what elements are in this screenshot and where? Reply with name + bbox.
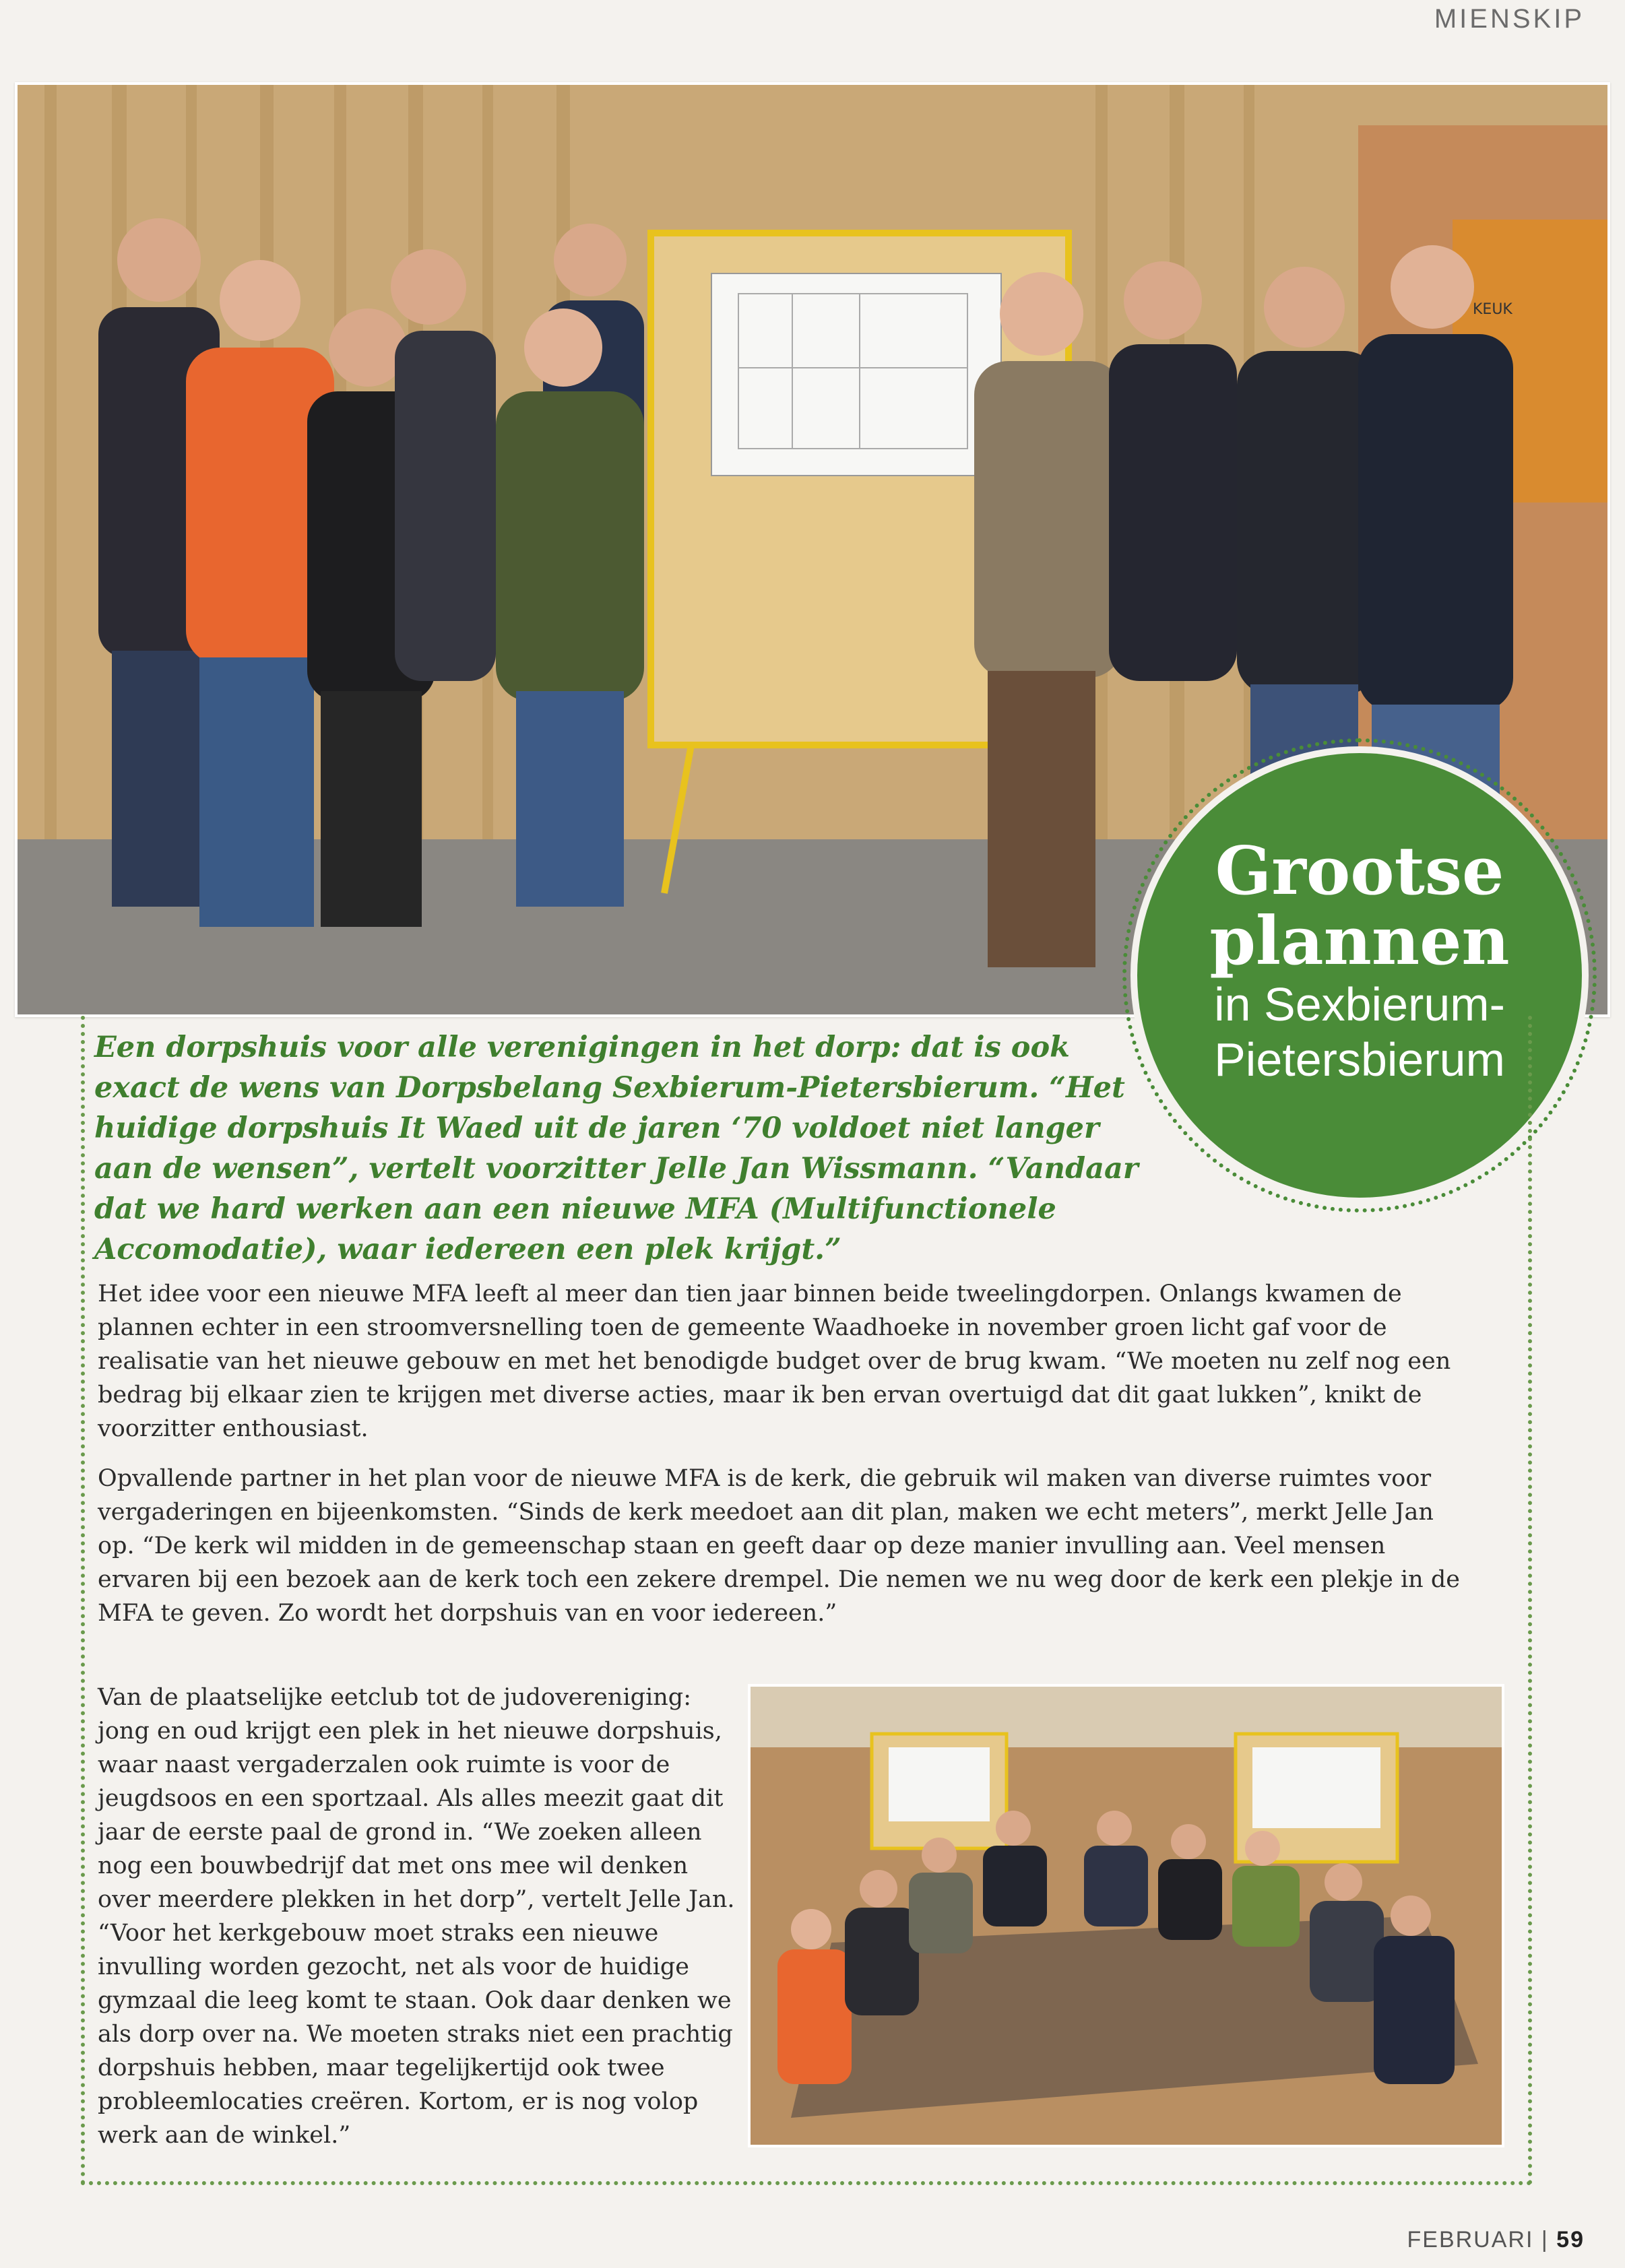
- footer-separator: |: [1541, 2227, 1549, 2253]
- section-label: MIENSKIP: [1434, 4, 1585, 34]
- meeting-photo-illustration: [751, 1687, 1502, 2145]
- badge-subtitle-line2: Pietersbierum: [1214, 1033, 1505, 1086]
- footer-month: FEBRUARI: [1407, 2227, 1534, 2253]
- meeting-photo: [748, 1684, 1504, 2147]
- article-paragraph-3: Van de plaatselijke eetclub tot de judovereniging: jong en oud krijgt een plek in het nieuwe dorpshuis, waar naast vergaderzalen ook ruimte is voor de jeugdsoos en een sportzaal. Als alles meezit gaat dit jaar de eerste paal de grond in. “We zoeken alleen nog een bouwbedrijf dat met ons mee wil denken over meerdere plekken in het dorp”, vertelt Jelle Jan. “Voor het kerkgebouw moet straks een nieuwe invulling worden gezocht, net als voor de huidige gymzaal die leeg komt te staan. Ook daar denken we als dorp over na. We moeten straks niet een prachtig dorpshuis hebben, maar tegelijkertijd ook twee probleemlocaties creëren. Kortom, er is nog volop werk aan de winkel.”: [98, 1684, 735, 2149]
- badge-subtitle-line1: in Sexbierum-: [1214, 978, 1505, 1031]
- page-number: 59: [1556, 2227, 1585, 2253]
- page-footer: [1407, 2227, 1585, 2253]
- article-lead: Een dorpshuis voor alle verenigingen in het dorp: dat is ook exact de wens van Dorpsbelang Sexbierum-Pietersbierum. “Het huidige dorpshuis It Waed uit de jaren ‘70 voldoet niet langer aan de wensen”, vertelt voorzitter Jelle Jan Wissmann. “Vandaar dat we hard werken aan een nieuwe MFA (Multifunctionele Accomodatie), waar iedereen een plek krijgt.”: [94, 1031, 1139, 1266]
- badge-title-line1: Grootse: [1215, 833, 1504, 910]
- kitchen-sign-text: KEUK: [1473, 301, 1512, 318]
- badge-title-line2: plannen: [1209, 903, 1510, 980]
- article-paragraph-2: Opvallende partner in het plan voor de nieuwe MFA is de kerk, die gebruik wil maken van diverse ruimtes voor vergaderingen en bijeenkomsten. “Sinds de kerk meedoet aan dit plan, maken we echt meters”, merkt Jelle Jan op. “De kerk wil midden in de gemeenschap staan en geeft daar op deze manier invulling aan. Veel mensen ervaren bij een bezoek aan de kerk toch een zekere drempel. Die nemen we nu weg door de kerk een plekje in de MFA te geven. Zo wordt het dorpshuis van en voor iedereen.”: [98, 1465, 1460, 1627]
- article-paragraph-1: Het idee voor een nieuwe MFA leeft al meer dan tien jaar binnen beide tweelingdorpen. Onlangs kwamen de plannen echter in een stroomversnelling toen de gemeente Waadhoeke in november groen licht gaf voor de realisatie van het nieuwe gebouw en met het benodigde budget over de brug kwam. “We moeten nu zelf nog een bedrag bij elkaar zien te krijgen met diverse acties, maar ik ben ervan overtuigd dat dit gaat lukken”, knikt de voorzitter enthousiast.: [98, 1281, 1451, 1442]
